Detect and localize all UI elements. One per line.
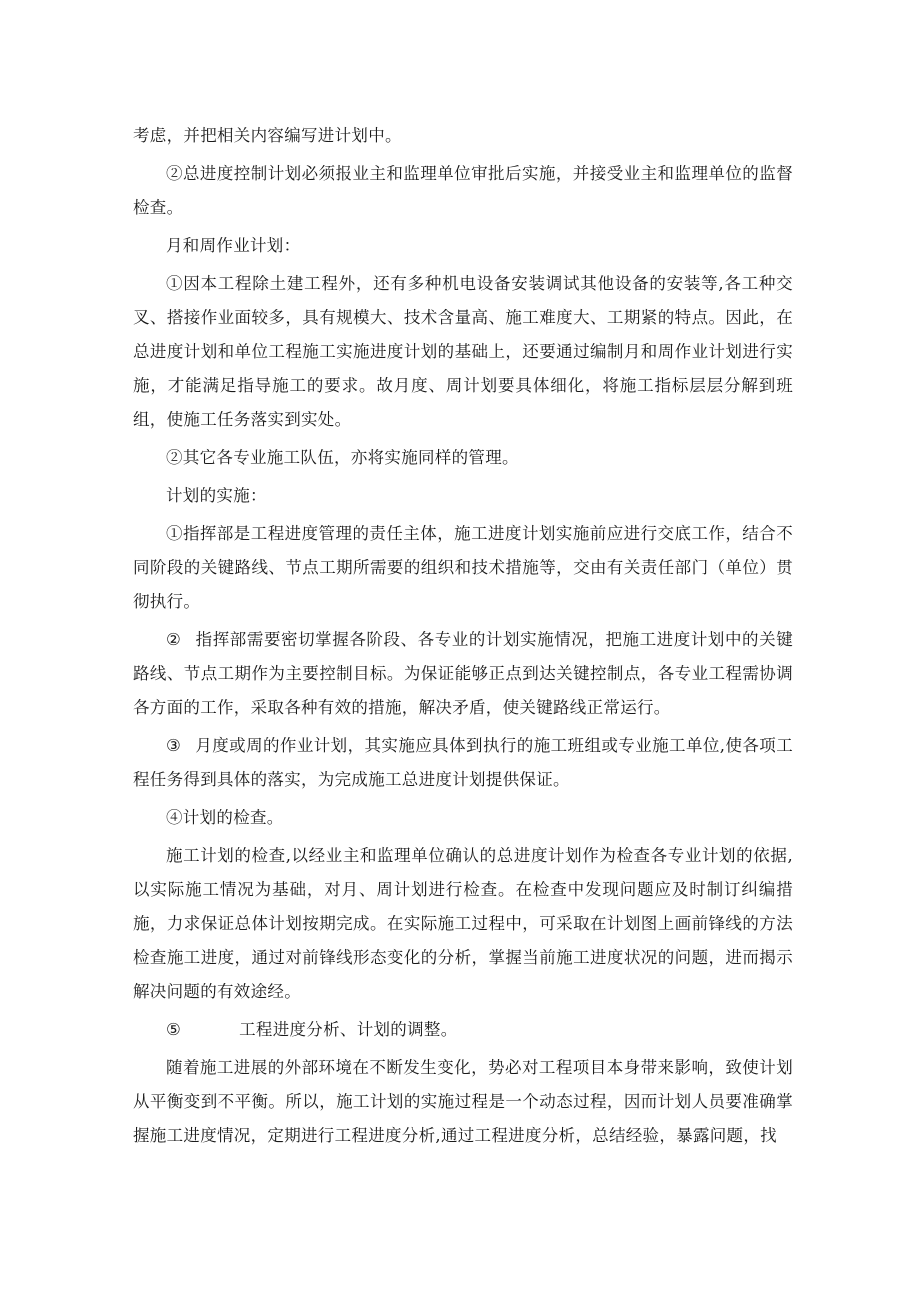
paragraph-inspection: 施工计划的检查,以经业主和监理单位确认的总进度计划作为检查各专业计划的依据,以实际施工情况为基础，对月、周计划进行检查。在检查中发现问题应及时制订纠编措施，力求保证总体计划按期完成。在实际施工过程中，可采取在计划图上画前锋线的方法检查施工进度，通过对前锋线形态变化的分析，掌握当前施工进度状况的问题，进而揭示解决问题的有效途经。 (133, 846, 793, 1001)
list-marker: ② (166, 630, 182, 649)
heading-text: 工程进度分析、计划的调整。 (239, 1020, 458, 1039)
paragraph-approval: ②总进度控制计划必须报业主和监理单位审批后实施，并接受业主和监理单位的监督检查。 (133, 164, 793, 217)
paragraph-continuation: 考虑，并把相关内容编写进计划中。 (133, 126, 402, 145)
section-heading-analysis (133, 1013, 793, 1047)
paragraph-key-routes (133, 623, 793, 725)
paragraph-work-plan (133, 729, 793, 797)
document-body (133, 119, 793, 1157)
section-heading-monthly-weekly: 月和周作业计划： (166, 236, 301, 255)
paragraph-text: 指挥部需要密切掌握各阶段、各专业的计划实施情况，把施工进度计划中的关键路线、节点工期作为主要控制目标。为保证能够正点到达关键控制点，各专业工程需协调各方面的工作，采取各种有效的措施，解决矛盾，使关键路线正常运行。 (133, 630, 794, 717)
paragraph-monthly-plan: ①因本工程除土建工程外，还有多种机电设备安装调试其他设备的安装等,各工种交叉、搭接作业面较多，具有规模大、技术含量高、施工难度大、工期紧的特点。因此，在总进度计划和单位工程施工实施进度计划的基础上，还要通过编制月和周作业计划进行实施，才能满足指导施工的要求。故月度、周计划要具体细化，将施工指标层层分解到班组，使施工任务落实到实处。 (133, 274, 793, 429)
list-marker: ⑤ (166, 1020, 182, 1039)
paragraph-other-teams: ②其它各专业施工队伍，亦将实施同样的管理。 (166, 448, 519, 467)
list-marker: ③ (166, 736, 182, 755)
paragraph-text: 月度或周的作业计划，其实施应具体到执行的施工班组或专业施工单位,使各项工程任务得到具体的落实，为完成施工总进度计划提供保证。 (133, 736, 794, 789)
paragraph-command-responsibility: ①指挥部是工程进度管理的责任主体，施工进度计划实施前应进行交底工作，结合不同阶段的关键路线、节点工期所需要的组织和技术措施等，交由有关责任部门（单位）贯彻执行。 (133, 524, 793, 611)
paragraph-dynamic-process: 随着施工进展的外部环境在不断发生变化，势必对工程项目本身带来影响，致使计划从平衡变到不平衡。所以，施工计划的实施过程是一个动态过程，因而计划人员要准确掌握施工进度情况，定期进行工程进度分析,通过工程进度分析，总结经验，暴露问题，找 (133, 1058, 793, 1145)
section-heading-inspection: ④计划的检查。 (166, 808, 284, 827)
section-heading-implementation: 计划的实施： (166, 486, 267, 505)
